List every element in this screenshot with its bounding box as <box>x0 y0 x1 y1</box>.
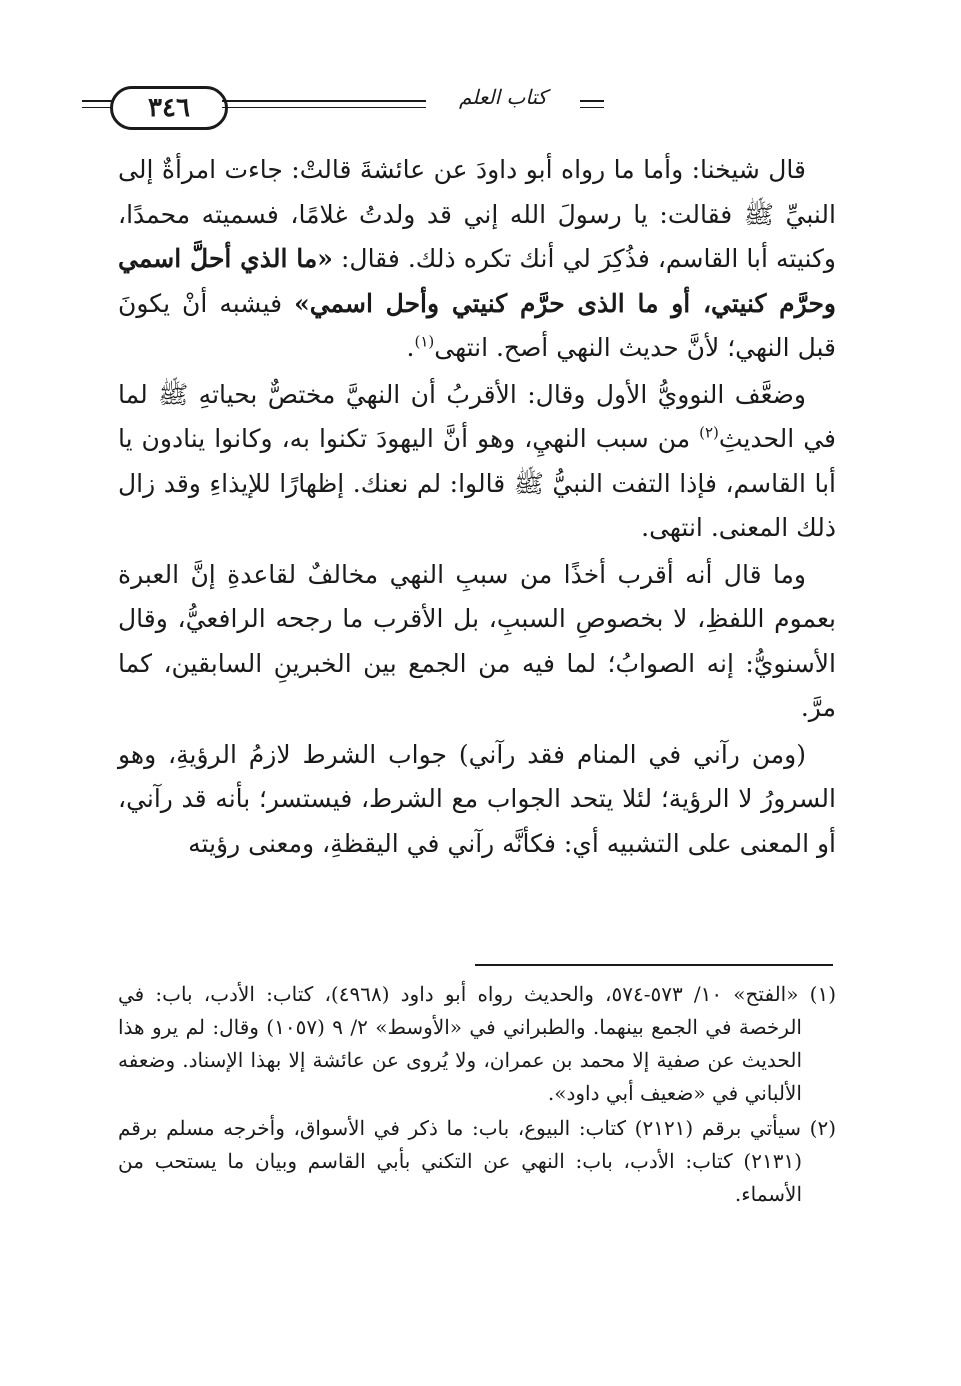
header-rule <box>222 100 426 102</box>
page-header <box>110 80 850 130</box>
footnote-ref[interactable]: (١) <box>414 332 435 351</box>
page-number: ٣٤٦ <box>110 86 228 130</box>
header-rule <box>580 100 604 102</box>
header-rule <box>580 107 604 108</box>
running-title: كتاب العلم <box>458 85 548 109</box>
paragraph-text: من سبب النهيِ، وهو أنَّ اليهودَ تكنوا به، وكانوا ينادون يا أبا القاسم، فإذا التفت النبيُّ ﷺ قالوا: لم نعنك. إظهارًا للإيذاءِ وقد زال ذلك المعنى. انتهى. <box>118 424 836 542</box>
footnote: (٢) سيأتي برقم (٢١٢١) كتاب: البيوع، باب: ما ذكر في الأسواق، وأخرجه مسلم برقم (٢١٣١) كتاب: الأدب، باب: النهي عن التكني بأبي القاسم وبيان ما يستحب من الأسماء. <box>118 1116 836 1206</box>
paragraph-text: . <box>406 333 415 362</box>
hadith-quote: «ما الذي أحلَّ اسمي وحرَّم كنيتي، أو ما الذى حرَّم كنيتي وأحل اسمي» <box>118 244 836 318</box>
footnote-separator <box>475 964 833 966</box>
paragraph-text: قال شيخنا: وأما ما رواه أبو داودَ عن عائشةَ قالتْ: جاءت امرأةٌ إلى النبيِّ ﷺ فقالت: يا رسولَ الله إني قد ولدتُ غلامًا، فسميته محمدًا، وكنيته أبا القاسم، فذُكِرَ لي أنك تكره ذلك. فقال: <box>118 155 837 273</box>
main-text <box>118 148 836 866</box>
footnote: (١) «الفتح» ١٠/ ٥٧٣-٥٧٤، والحديث رواه أبو داود (٤٩٦٨)، كتاب: الأدب، باب: في الرخصة في الجمع بينهما. والطبراني في «الأوسط» ٢/ ٩ (١٠٥٧) وقال: لم يرو هذا الحديث عن صفية إلا محمد بن عمران، ولا يُروى عن عائشة إلا بهذا الإسناد. وضعفه الألباني في «ضعيف أبي داود». <box>118 982 836 1105</box>
paragraph-text: فيشبه أنْ يكونَ قبل النهي؛ لأنَّ حديث النهي أصح. انتهى <box>118 288 836 362</box>
header-rule <box>82 107 112 108</box>
paragraph: وما قال أنه أقرب أخذًا من سببِ النهي مخالفٌ لقاعدةِ إنَّ العبرة بعموم اللفظِ، لا بخصوصِ السببِ، بل الأقرب ما رجحه الرافعيُّ، وقال الأسنويُّ: إنه الصوابُ؛ لما فيه من الجمع بين الخبرينِ السابقين، كما مرَّ. <box>118 559 836 722</box>
paragraph <box>118 148 836 371</box>
footnote-ref[interactable]: (٢) <box>699 423 719 442</box>
header-rule <box>82 100 112 102</box>
paragraph-text: وضعَّف النوويُّ الأول وقال: الأقربُ أن النهيَّ مختصٌّ بحياتهِ ﷺ لما في الحديثِ <box>118 379 836 453</box>
paragraph: (ومن رآني في المنام فقد رآني) جواب الشرط لازمُ الرؤيةِ، وهو السرورُ لا الرؤية؛ لئلا يتحد الجواب مع الشرط، فيستسر؛ بأنه قد رآني، أو المعنى على التشبيه أي: فكأنَّه رآني في اليقظةِ، ومعنى رؤيته <box>118 739 836 858</box>
header-rule <box>222 107 426 108</box>
footnotes <box>118 978 836 1213</box>
paragraph <box>118 373 836 551</box>
